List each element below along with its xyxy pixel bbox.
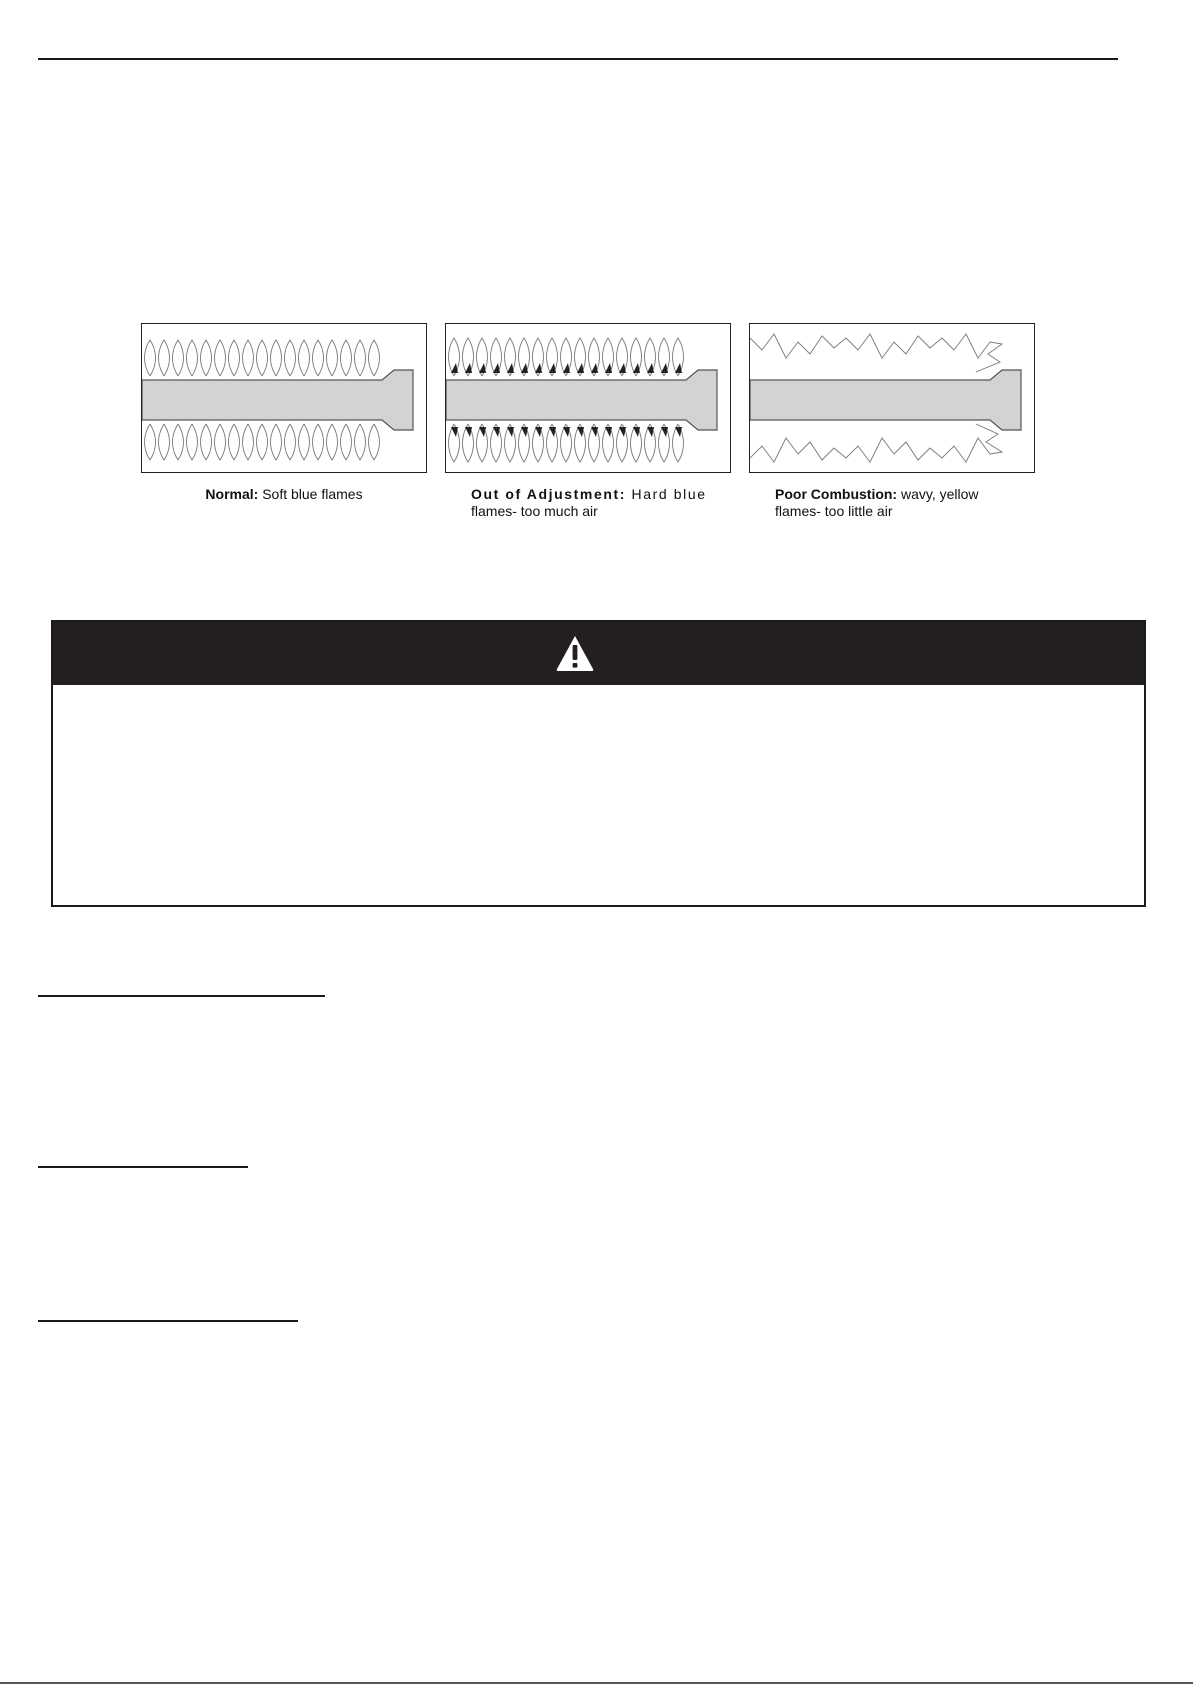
caption-adjust-label: Out of Adjustment: <box>471 486 627 502</box>
caption-normal <box>141 486 427 503</box>
wavy-flames-bottom <box>750 424 1002 462</box>
caption-normal-text: Soft blue flames <box>262 486 363 502</box>
footer-rule <box>0 1682 1193 1684</box>
burner-tube <box>446 370 717 430</box>
caption-adjust-text: Hard blue <box>631 486 707 502</box>
caption-normal-label: Normal: <box>205 486 259 502</box>
normal-flames-illustration <box>142 324 426 472</box>
section-heading-underline <box>38 1166 248 1168</box>
hard-flames-top <box>449 338 684 376</box>
warning-triangle-icon <box>555 634 595 672</box>
normal-flames-bottom <box>145 424 380 460</box>
caption-poor-line2: flames- too little air <box>775 503 893 519</box>
hard-flames-bottom <box>449 424 684 462</box>
caption-poor-combustion <box>775 486 1015 520</box>
caption-poor-label: Poor Combustion: <box>775 486 898 502</box>
section-heading-underline <box>38 1320 298 1322</box>
hard-flames-illustration <box>446 324 730 472</box>
figure-poor-combustion-flames <box>749 323 1035 473</box>
wavy-flames-top <box>750 334 1002 372</box>
wavy-flames-illustration <box>750 324 1034 472</box>
figure-normal-flames <box>141 323 427 473</box>
section-heading-underline <box>38 995 325 997</box>
caption-poor-text: wavy, yellow <box>901 486 979 502</box>
normal-flames-top <box>145 340 380 376</box>
caption-adjust-line2: flames- too much air <box>471 503 598 519</box>
warning-box <box>51 620 1146 907</box>
burner-tube <box>750 370 1021 430</box>
header-rule <box>38 58 1118 60</box>
burner-tube <box>142 370 413 430</box>
figure-out-of-adjustment-flames <box>445 323 731 473</box>
caption-out-of-adjustment <box>471 486 711 520</box>
warning-header-bar <box>53 622 1144 685</box>
